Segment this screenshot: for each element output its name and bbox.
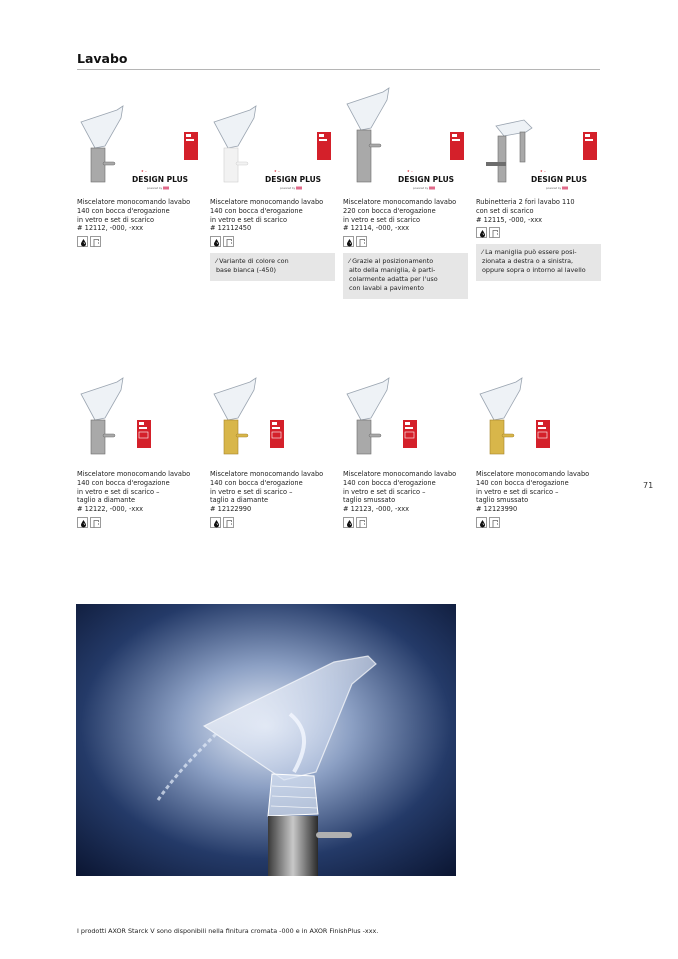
product-card [77,356,202,528]
faucet-spout-icon [90,517,101,528]
design-plus-logo: DESIGN PLUS [132,175,189,184]
product-note: ⁄ Variante di colore con base bianca (-450) [210,253,335,281]
feature-icons [210,236,335,247]
product-description: Miscelatore monocomando lavabo 140 con bocca d'erogazione in vetro e set di scarico # 12112, -000, -xxx [77,198,191,233]
water-drop-icon [476,517,487,528]
product-card [476,84,601,281]
product-image [343,356,468,466]
water-drop-icon [77,236,88,247]
water-drop-icon [343,517,354,528]
product-image [210,356,335,466]
product-card [77,84,202,247]
feature-icons [476,227,601,238]
water-drop-icon [77,517,88,528]
product-note: ⁄ Grazie al posizionamento alto della maniglia, è parti- colarmente adatta per l'uso con lavabi a pavimento [343,253,468,299]
faucet-spout-icon [489,517,500,528]
feature-icons [343,236,468,247]
faucet-spout-icon [223,236,234,247]
product-card [210,84,335,281]
water-drop-icon [210,517,221,528]
water-drop-icon [210,236,221,247]
product-description: Miscelatore monocomando lavabo 140 con bocca d'erogazione in vetro e set di scarico # 12112450 [210,198,324,233]
product-image [476,356,601,466]
water-drop-icon [476,227,487,238]
product-description: Rubinetteria 2 fori lavabo 110 con set di scarico # 12115, -000, -xxx [476,198,575,224]
product-card [476,356,601,528]
svg-text:powered by: powered by [280,187,296,190]
product-description: Miscelatore monocomando lavabo 140 con bocca d'erogazione in vetro e set di scarico – taglio smussato # 12123990 [476,470,590,514]
feature-icons [77,517,202,528]
product-card [343,356,468,528]
design-plus-logo: DESIGN PLUS [265,175,322,184]
footer-note: I prodotti AXOR Starck V sono disponibili nella finitura cromata -000 e in AXOR FinishPlus -xxx. [77,927,379,935]
faucet-spout-icon [356,517,367,528]
product-card [343,84,468,299]
title-divider [77,69,600,70]
faucet-spout-icon [489,227,500,238]
feature-icons [210,517,335,528]
product-description: Miscelatore monocomando lavabo 140 con bocca d'erogazione in vetro e set di scarico – taglio a diamante # 12122, -000, -xxx [77,470,191,514]
section-title: Lavabo [77,51,128,66]
product-card [210,356,335,528]
svg-text:★ ~: ★ ~ [540,169,547,173]
svg-text:powered by: powered by [413,187,429,190]
feature-icons [77,236,202,247]
product-description: Miscelatore monocomando lavabo 140 con bocca d'erogazione in vetro e set di scarico – taglio a diamante # 12122990 [210,470,324,514]
hero-faucet-photo [76,604,456,876]
product-image [77,84,202,194]
design-plus-logo: DESIGN PLUS [531,175,588,184]
feature-icons [343,517,468,528]
svg-text:powered by: powered by [147,187,163,190]
svg-text:★ ~: ★ ~ [407,169,414,173]
svg-text:★ ~: ★ ~ [274,169,281,173]
svg-text:powered by: powered by [546,187,562,190]
page-number: 71 [643,481,654,490]
product-image [476,84,601,194]
product-description: Miscelatore monocomando lavabo 140 con bocca d'erogazione in vetro e set di scarico – taglio smussato # 12123, -000, -xxx [343,470,457,514]
design-plus-logo: DESIGN PLUS [398,175,455,184]
product-image [77,356,202,466]
product-note: ⁄ La maniglia può essere posi- zionata a destra o a sinistra, oppure sopra o intorno al lavello [476,244,601,281]
faucet-spout-icon [356,236,367,247]
faucet-spout-icon [223,517,234,528]
faucet-spout-icon [90,236,101,247]
product-description: Miscelatore monocomando lavabo 220 con bocca d'erogazione in vetro e set di scarico # 12114, -000, -xxx [343,198,457,233]
water-drop-icon [343,236,354,247]
product-image [343,84,468,194]
product-image [210,84,335,194]
svg-text:★ ~: ★ ~ [141,169,148,173]
feature-icons [476,517,601,528]
